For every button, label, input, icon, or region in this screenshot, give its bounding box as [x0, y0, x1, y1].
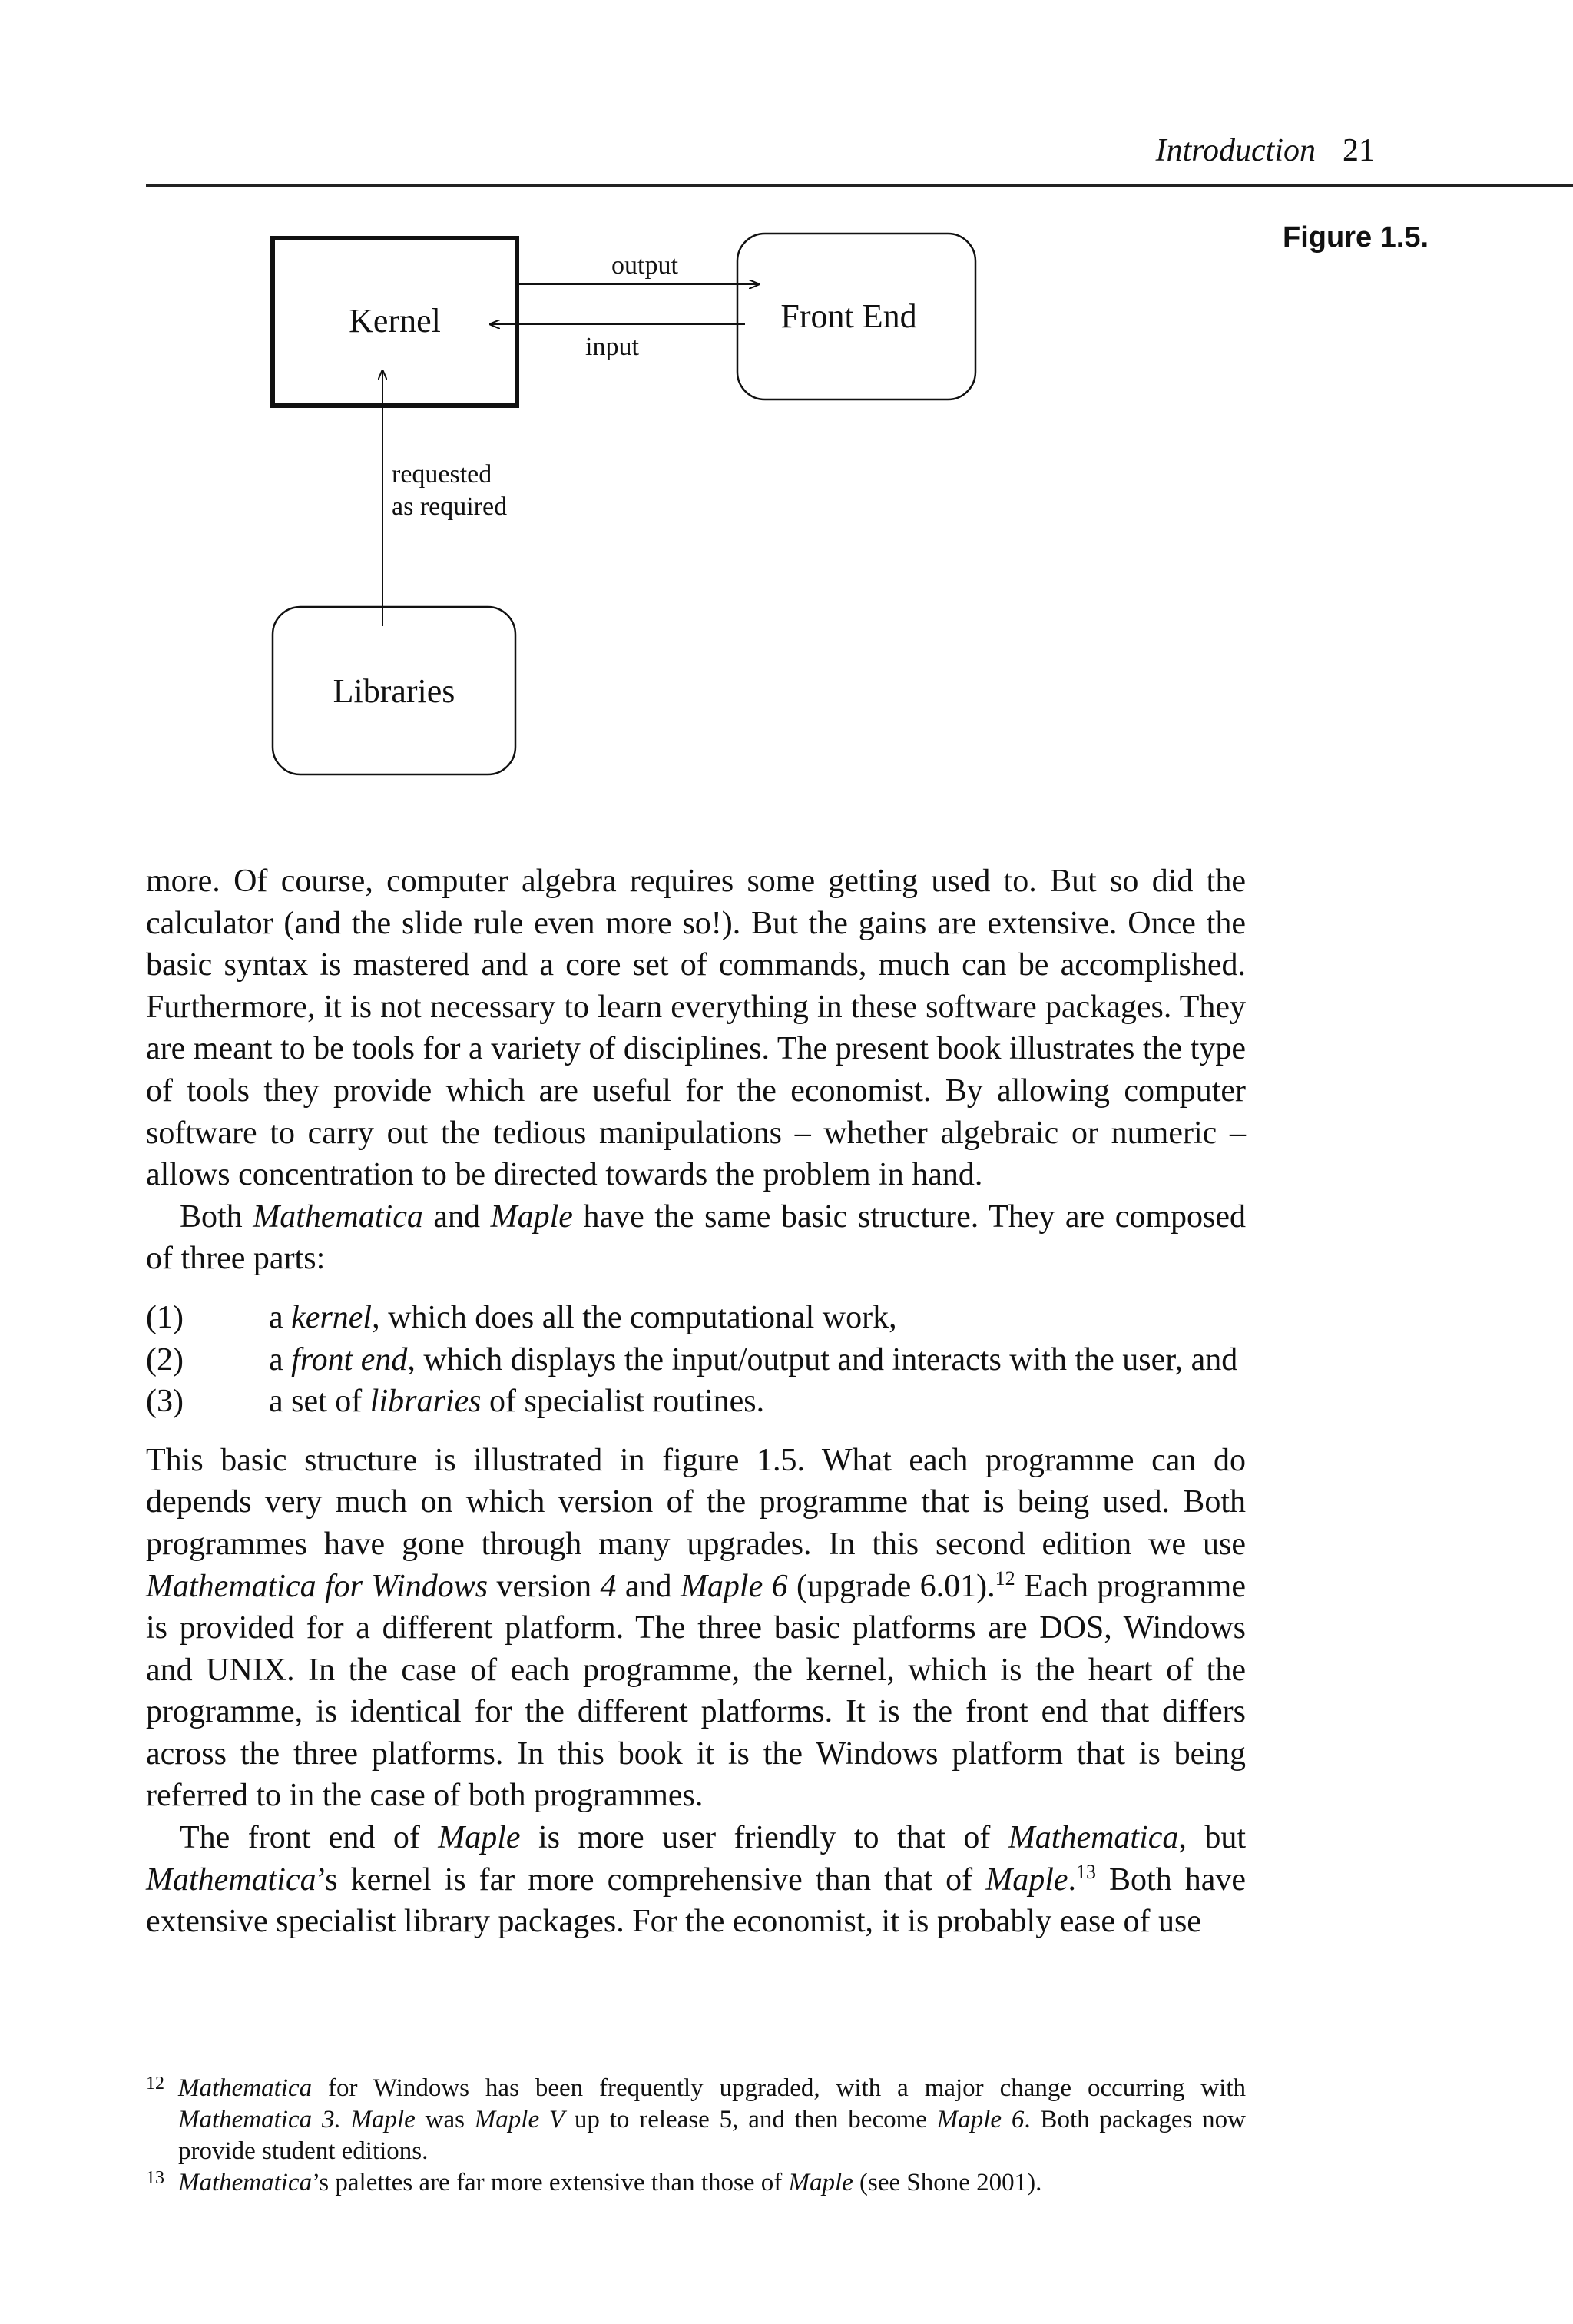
list-item: (3) a set of libraries of specialist routines. [146, 1384, 765, 1420]
kernel-label: Kernel [349, 302, 441, 340]
footnotes [146, 2073, 1246, 2199]
list-item: (2) a front end, which displays the input/output and interacts with the user, and [146, 1341, 1238, 1377]
requested-label-line2: as required [392, 492, 508, 521]
parts-list [146, 1297, 1246, 1423]
footnote-ref-12: 12 [995, 1566, 1015, 1590]
paragraph-4: The front end of Maple is more user friendly to that of Mathematica, but Mathematica’s kernel is far more comprehensive than that of Maple.$^{13}$ Both have extensive specialist library packages. For the economist, it is probably ease of use [146, 1820, 1247, 1940]
paragraph-2: Both Mathematica and Maple have the same basic structure. They are composed of three parts: [146, 1198, 1246, 1277]
running-title: Introduction [1155, 133, 1316, 168]
list-item: (1) a kernel, which does all the computational work, [146, 1299, 897, 1335]
footnote-12: 12 Mathematica for Windows has been frequently upgraded, with a major change occurring with Mathematica 3. Maple was Maple V up to release 5, and then become Maple 6. Both packages now provide student editions. [146, 2074, 1247, 2165]
page-header [146, 129, 1573, 187]
requested-label-line1: requested [392, 460, 492, 489]
output-label: output [611, 251, 678, 280]
libraries-label: Libraries [333, 672, 455, 710]
page-number: 21 [1343, 133, 1375, 168]
footnote-ref-13: 13 [1076, 1860, 1096, 1883]
body-text [146, 860, 1246, 1943]
front-end-label: Front End [780, 297, 917, 335]
footnote-13: 13 Mathematica’s palettes are far more extensive than those of Maple (see Shone 2001). [146, 2168, 1042, 2196]
structure-diagram [253, 223, 1006, 799]
paragraph-1: more. Of course, computer algebra requires some getting used to. But so did the calculator (and the slide rule even more so!). But the gains are extensive. Once the basic syntax is mastered and a core set of commands, much can be accomplished. Furthermore, it is not necessary to learn everything in these software packages. They are meant to be tools for a variety of disciplines. The present book illustrates the type of tools they provide which are useful for the economist. By allowing computer software to carry out the tedious manipulations – whether algebraic or numeric – allows concentration to be directed towards the problem in hand. [146, 864, 1246, 1193]
figure-caption: Figure 1.5. [1283, 221, 1429, 254]
paragraph-3: This basic structure is illustrated in figure 1.5. What each programme can do depends very much on which version of the programme that is being used. Both programmes have gone through many upgrades. In this second edition we use Mathematica for Windows version 4 and Maple 6 (upgrade 6.01).$^{12}$ Each programme is provided for a different platform. The three basic platforms are DOS, Windows and UNIX. In the case of each programme, the kernel, which is the heart of the programme, is identical for the different platforms. It is the front end that differs across the three platforms. In this book it is the Windows platform that is being referred to in the case of both programmes. [146, 1442, 1246, 1814]
input-label: input [585, 333, 639, 361]
